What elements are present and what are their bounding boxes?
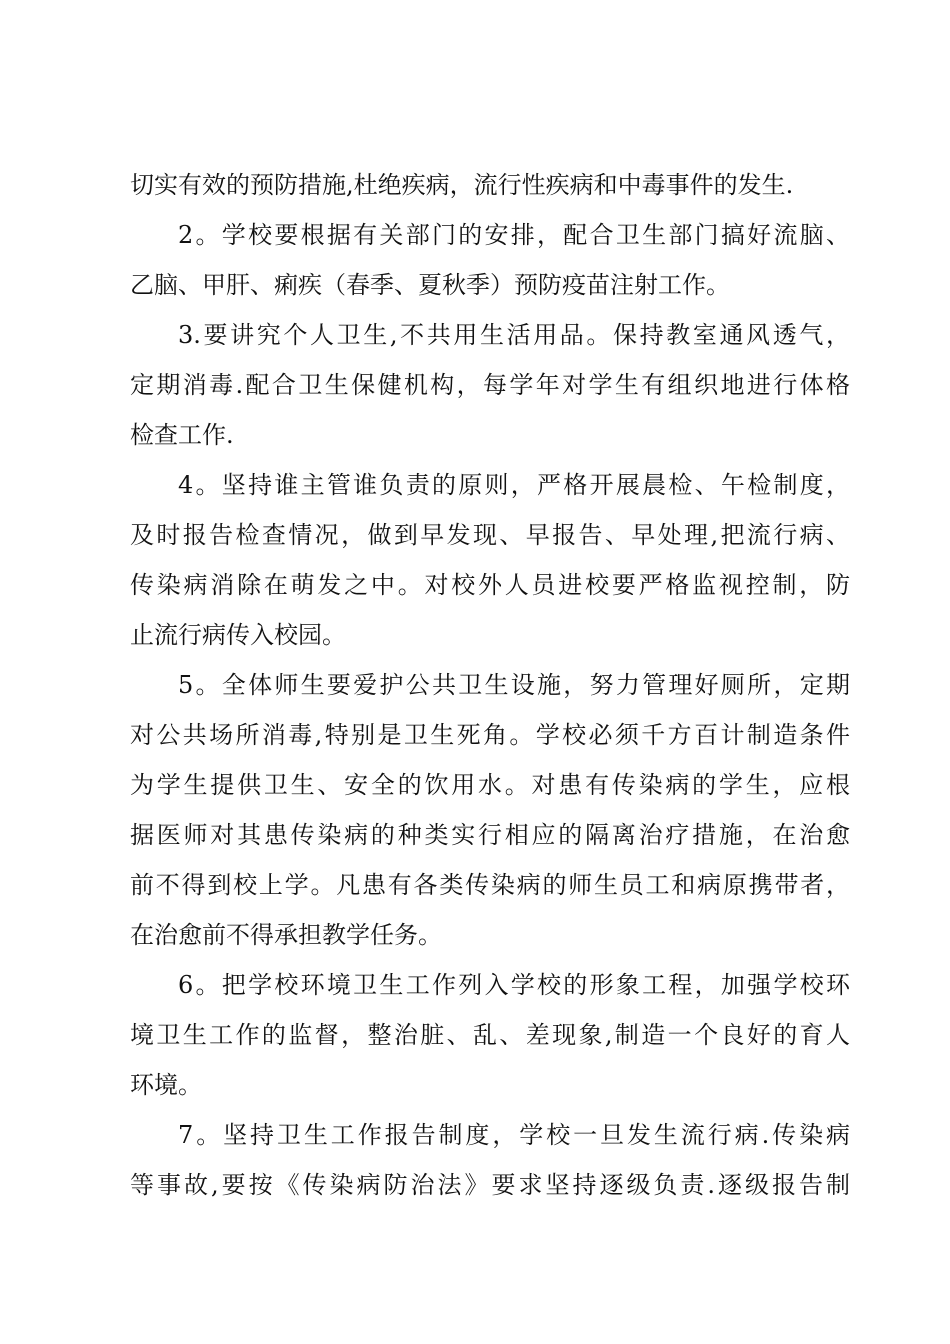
text-line: 境卫生工作的监督，整治脏、乱、差现象,制造一个良好的育人 bbox=[130, 1021, 850, 1049]
text-line: 传染病消除在萌发之中。对校外人员进校要严格监视控制，防 bbox=[130, 571, 850, 599]
text-line: 7。坚持卫生工作报告制度，学校一旦发生流行病.传染病 bbox=[178, 1121, 850, 1149]
text-line: 乙脑、甲肝、痢疾（春季、夏秋季）预防疫苗注射工作。 bbox=[130, 271, 730, 299]
text-line: 定期消毒.配合卫生保健机构，每学年对学生有组织地进行体格 bbox=[130, 371, 850, 399]
text-line: 对公共场所消毒,特别是卫生死角。学校必须千方百计制造条件 bbox=[130, 721, 850, 749]
text-line: 切实有效的预防措施,杜绝疾病，流行性疾病和中毒事件的发生. bbox=[130, 171, 794, 199]
text-line: 在治愈前不得承担教学任务。 bbox=[130, 921, 442, 949]
text-line: 等事故,要按《传染病防治法》要求坚持逐级负责.逐级报告制 bbox=[130, 1171, 850, 1199]
text-line: 为学生提供卫生、安全的饮用水。对患有传染病的学生，应根 bbox=[130, 771, 850, 799]
text-line: 6。把学校环境卫生工作列入学校的形象工程，加强学校环 bbox=[178, 971, 850, 999]
text-line: 及时报告检查情况，做到早发现、早报告、早处理,把流行病、 bbox=[130, 521, 850, 549]
text-line: 据医师对其患传染病的种类实行相应的隔离治疗措施，在治愈 bbox=[130, 821, 850, 849]
text-line: 检查工作. bbox=[130, 421, 234, 449]
text-line: 止流行病传入校园。 bbox=[130, 621, 346, 649]
text-line: 2。学校要根据有关部门的安排，配合卫生部门搞好流脑、 bbox=[178, 221, 850, 249]
text-line: 环境。 bbox=[130, 1071, 202, 1099]
text-line: 前不得到校上学。凡患有各类传染病的师生员工和病原携带者， bbox=[130, 871, 850, 899]
text-line: 5。全体师生要爱护公共卫生设施，努力管理好厕所，定期 bbox=[178, 671, 850, 699]
text-line: 4。坚持谁主管谁负责的原则，严格开展晨检、午检制度， bbox=[178, 471, 850, 499]
document-body bbox=[130, 160, 850, 1210]
text-line: 3.要讲究个人卫生,不共用生活用品。保持教室通风透气， bbox=[178, 321, 850, 349]
